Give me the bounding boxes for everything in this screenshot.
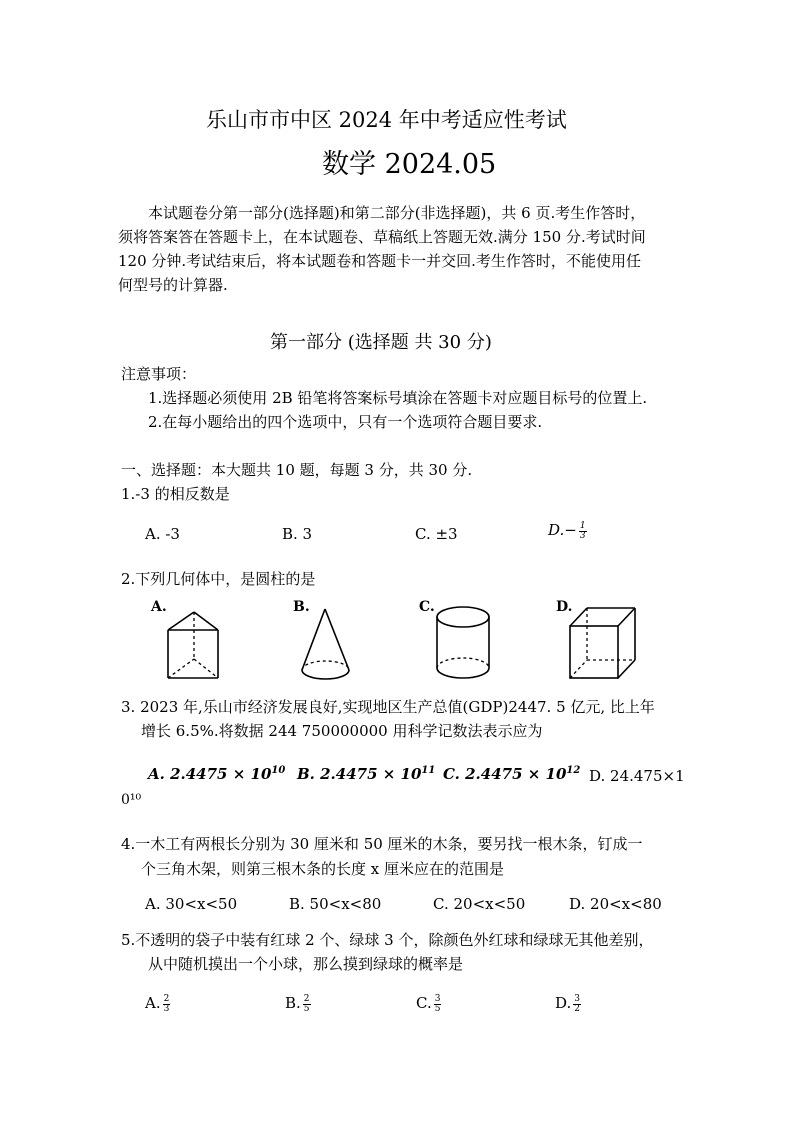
q3-option-c-base: C. 2.4475 × 10 xyxy=(443,765,567,783)
exam-subject: 数学 2024.05 xyxy=(322,149,497,180)
q5-option-d xyxy=(555,994,581,1014)
fraction-denominator: 5 xyxy=(434,1003,441,1014)
exam-title: 乐山市市中区 2024 年中考适应性考试 xyxy=(206,108,567,132)
part1-heading: 第一部分 (选择题 共 30 分) xyxy=(270,332,492,353)
section1-heading: 一、选择题：本大题共 10 题，每题 3 分，共 30 分. xyxy=(121,461,473,479)
fraction-denominator: 5 xyxy=(303,1003,310,1014)
q5-line-1: 5.不透明的袋子中装有红球 2 个、绿球 3 个，除颜色外红球和绿球无其他差别， xyxy=(121,931,654,949)
q2-label-a: A. xyxy=(151,599,167,615)
cube-figure xyxy=(565,604,641,682)
intro-line-2: 须将答案答在答题卡上，在本试题卷、草稿纸上答题无效.满分 150 分.考试时间 xyxy=(118,228,646,246)
q5-option-a-fraction xyxy=(163,995,171,1014)
q2-label-b: B. xyxy=(293,599,310,615)
q3-line-2: 增长 6.5%.将数据 244 750000000 用科学记数法表示应为 xyxy=(141,722,543,740)
q1-option-d-prefix: D.− xyxy=(548,521,577,539)
q3-option-c-exponent: 12 xyxy=(566,765,581,776)
fraction-numerator: 2 xyxy=(163,993,170,1004)
q3-line-1: 3. 2023 年,乐山市经济发展良好,实现地区生产总值(GDP)2447. 5 亿元, 比上年 xyxy=(121,698,655,716)
fraction-numerator: 2 xyxy=(303,993,310,1004)
q4-option-d: D. 20<x<80 xyxy=(569,895,662,913)
notice-title: 注意事项： xyxy=(121,365,197,383)
q3-option-a-exponent: 10 xyxy=(271,765,286,776)
q3-option-d: D. 24.475×1 xyxy=(589,767,685,785)
q3-option-a xyxy=(148,765,285,783)
q3-option-b-exponent: 11 xyxy=(421,765,436,776)
q1-option-d-fraction xyxy=(579,522,587,541)
intro-line-3: 120 分钟.考试结束后，将本试题卷和答题卡一并交回.考生作答时，不能使用任 xyxy=(118,252,641,270)
q1-stem: 1.-3 的相反数是 xyxy=(121,485,230,503)
fraction-denominator: 2 xyxy=(574,1003,580,1014)
q3-option-a-base: A. 2.4475 × 10 xyxy=(148,765,272,783)
notice-1: 1.选择题必须使用 2B 铅笔将答案标号填涂在答题卡对应题目标号的位置上. xyxy=(148,389,648,407)
q4-line-1: 4.一木工有两根长分别为 30 厘米和 50 厘米的木条，要另找一根木条，钉成一 xyxy=(121,835,643,853)
q3-option-b xyxy=(297,765,435,783)
q3-option-c xyxy=(443,765,580,783)
q2-stem: 2.下列几何体中，是圆柱的是 xyxy=(121,570,316,588)
q5-option-b-fraction xyxy=(303,995,311,1014)
q5-option-a xyxy=(145,994,170,1014)
q5-line-2: 从中随机摸出一个小球，那么摸到绿球的概率是 xyxy=(148,955,464,973)
q4-option-a: A. 30<x<50 xyxy=(145,895,238,913)
q4-option-c: C. 20<x<50 xyxy=(433,895,526,913)
triangular-prism-figure xyxy=(160,604,224,682)
q2-label-c: C. xyxy=(419,599,435,615)
q5-option-d-fraction xyxy=(573,995,581,1014)
cone-figure xyxy=(298,606,356,684)
q3-option-b-base: B. 2.4475 × 10 xyxy=(297,765,422,783)
q5-option-a-label: A. xyxy=(145,994,161,1012)
notice-2: 2.在每小题给出的四个选项中，只有一个选项符合题目要求. xyxy=(148,413,543,431)
q1-option-c: C. ±3 xyxy=(415,525,458,543)
intro-line-4: 何型号的计算器. xyxy=(118,276,228,294)
q3-option-d-wrap: 0¹⁰ xyxy=(121,792,142,808)
fraction-numerator: 3 xyxy=(434,993,441,1004)
fraction-denominator: 3 xyxy=(163,1003,170,1014)
q5-option-c-label: C. xyxy=(416,994,432,1012)
q5-option-c xyxy=(416,994,441,1014)
fraction-denominator: 3 xyxy=(579,530,586,541)
fraction-numerator: 1 xyxy=(579,520,586,531)
q5-option-d-label: D. xyxy=(555,994,572,1012)
q5-option-b xyxy=(285,994,311,1014)
intro-line-1: 本试题卷分第一部分(选择题)和第二部分(非选择题)，共 6 页.考生作答时， xyxy=(148,204,646,222)
q2-label-d: D. xyxy=(556,599,573,615)
cylinder-figure xyxy=(432,600,496,684)
q4-option-b: B. 50<x<80 xyxy=(289,895,382,913)
fraction-numerator: 3 xyxy=(574,993,580,1004)
q4-line-2: 个三角木架，则第三根木条的长度 x 厘米应在的范围是 xyxy=(141,860,504,878)
q5-option-b-label: B. xyxy=(285,994,301,1012)
q1-option-b: B. 3 xyxy=(282,525,313,543)
q5-option-c-fraction xyxy=(434,995,442,1014)
q1-option-a: A. -3 xyxy=(145,525,180,543)
q1-option-d xyxy=(548,521,587,541)
